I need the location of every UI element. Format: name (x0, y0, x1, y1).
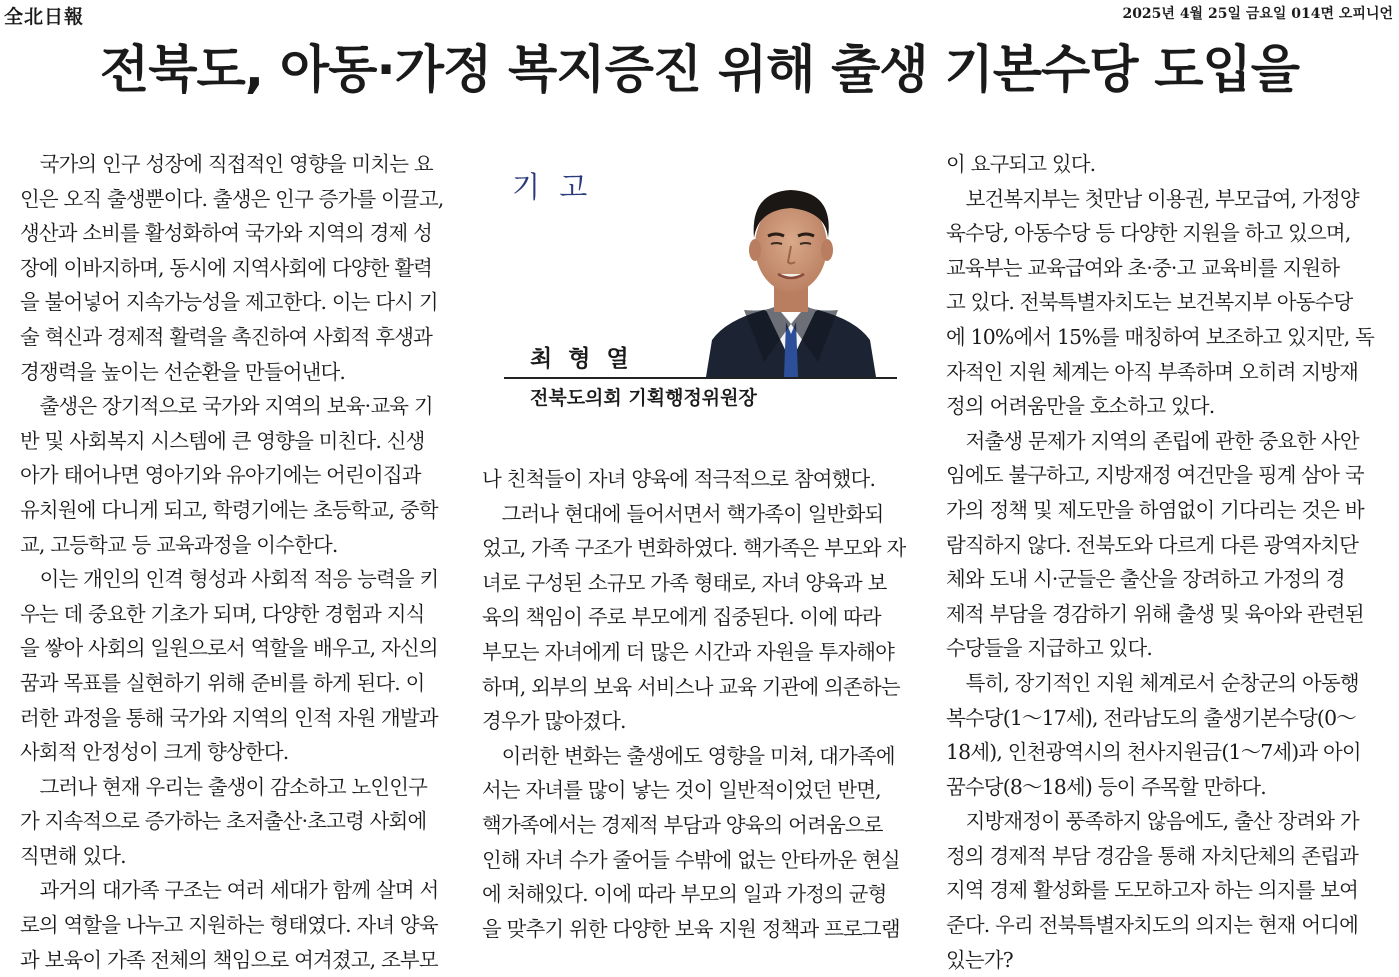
body-line: 저출생 문제가 지역의 존립에 관한 중요한 사안 (946, 428, 1359, 453)
body-line: 을 쌓아 사회의 일원으로서 역할을 배우고, 자신의 (20, 636, 438, 661)
body-line: 가의 정책 및 제도만을 하염없이 기다리는 것은 바 (946, 497, 1364, 522)
body-line: 지방재정이 풍족하지 않음에도, 출산 장려와 가 (946, 809, 1359, 834)
section-label: 기 고 (512, 170, 593, 204)
body-line: 람직하지 않다. 전북도와 다르게 다른 광역자치단 (946, 532, 1359, 557)
body-line: 에 처해있다. 이에 따라 부모의 일과 가정의 균형 (482, 882, 887, 907)
body-line: 인해 자녀 수가 줄어들 수밖에 없는 안타까운 현실 (482, 847, 900, 872)
body-line: 에 10%에서 15%를 매칭하여 보조하고 있지만, 독 (946, 324, 1374, 349)
body-line: 준다. 우리 전북특별자치도의 의지는 현재 어디에 (946, 913, 1359, 938)
body-line: 체와 도내 시·군들은 출산을 장려하고 가정의 경 (946, 567, 1345, 592)
body-line: 이는 개인의 인격 형성과 사회적 적응 능력을 키 (20, 567, 439, 592)
byline-divider (504, 377, 897, 379)
body-line: 우는 데 중요한 기초가 되며, 다양한 경험과 지식 (20, 601, 425, 626)
dateline: 2025년 4월 25일 금요일 014면 오피니언 (1122, 6, 1393, 22)
body-line: 경우가 많아졌다. (482, 709, 626, 734)
body-line: 을 맞추기 위한 다양한 보육 지원 정책과 프로그램 (482, 916, 900, 941)
body-line: 부모는 자녀에게 더 많은 시간과 자원을 투자해야 (482, 639, 895, 664)
body-line: 자적인 지원 체계는 아직 부족하며 오히려 지방재 (946, 359, 1359, 384)
headline: 전북도, 아동·가정 복지증진 위해 출생 기본수당 도입을 (99, 41, 1300, 100)
body-line: 경쟁력을 높이는 선순환을 만들어낸다. (20, 359, 346, 384)
body-line: 있는가? (946, 947, 1013, 972)
body-line: 반 및 사회복지 시스템에 큰 영향을 미친다. 신생 (20, 428, 425, 453)
body-line: 고 있다. 전북특별자치도는 보건복지부 아동수당 (946, 290, 1353, 315)
body-line: 꿈과 목표를 실현하기 위해 준비를 하게 된다. 이 (20, 670, 425, 695)
author-photo (706, 162, 876, 377)
body-line: 그러나 현재 우리는 출생이 감소하고 노인인구 (20, 774, 428, 799)
body-line: 그러나 현대에 들어서면서 핵가족이 일반화되 (482, 501, 884, 526)
body-line: 었고, 가족 구조가 변화하였다. 핵가족은 부모와 자 (482, 536, 906, 561)
newspaper-logo: 全北日報 (4, 6, 85, 28)
body-line: 사회적 안정성이 크게 향상한다. (20, 740, 289, 765)
body-line: 이 요구되고 있다. (946, 152, 1096, 176)
body-line: 핵가족에서는 경제적 부담과 양육의 어려움으로 (482, 812, 883, 837)
body-line: 육의 책임이 주로 부모에게 집중된다. 이에 따라 (482, 605, 881, 630)
body-line: 과거의 대가족 구조는 여러 세대가 함께 살며 서 (20, 878, 439, 903)
body-line: 교육부는 교육급여와 초·중·고 교육비를 지원하 (946, 255, 1340, 280)
body-line: 육수당, 아동수당 등 다양한 지원을 하고 있으며, (946, 221, 1351, 246)
body-line: 임에도 불구하고, 지방재정 여건만을 핑계 삼아 국 (946, 463, 1364, 488)
body-line: 국가의 인구 성장에 직접적인 영향을 미치는 요 (20, 152, 433, 176)
body-line: 18세), 인천광역시의 천사지원금(1～7세)과 아이 (946, 740, 1361, 765)
body-line: 술 혁신과 경제적 활력을 촉진하여 사회적 후생과 (20, 324, 433, 349)
body-line: 가 지속적으로 증가하는 초저출산·초고령 사회에 (20, 809, 427, 834)
author-name: 최 형 열 (530, 346, 633, 372)
body-line: 교, 고등학교 등 교육과정을 이수한다. (20, 532, 338, 557)
body-line: 제적 부담을 경감하기 위해 출생 및 육아와 관련된 (946, 601, 1364, 626)
body-column-3 (946, 147, 1386, 977)
body-column-2 (482, 462, 922, 946)
body-line: 지역 경제 활성화를 도모하고자 하는 의지를 보여 (946, 878, 1359, 903)
body-line: 정의 어려움만을 호소하고 있다. (946, 394, 1215, 419)
body-line: 을 불어넣어 지속가능성을 제고한다. 이는 다시 기 (20, 290, 438, 315)
body-line: 장에 이바지하며, 동시에 지역사회에 다양한 활력 (20, 255, 433, 280)
body-line: 꿈수당(8～18세) 등이 주목할 만하다. (946, 774, 1266, 799)
author-title: 전북도의회 기획행정위원장 (530, 387, 757, 409)
body-line: 녀로 구성된 소규모 가족 형태로, 자녀 양육과 보 (482, 570, 887, 595)
body-line: 수당들을 지급하고 있다. (946, 636, 1153, 661)
body-line: 인은 오직 출생뿐이다. 출생은 인구 증가를 이끌고, (20, 186, 444, 211)
body-line: 이러한 변화는 출생에도 영향을 미쳐, 대가족에 (482, 743, 895, 768)
body-line: 특히, 장기적인 지원 체계로서 순창군의 아동행 (946, 670, 1359, 695)
body-line: 보건복지부는 첫만남 이용권, 부모급여, 가정양 (946, 186, 1359, 211)
body-line: 러한 과정을 통해 국가와 지역의 인적 자원 개발과 (20, 705, 438, 730)
body-line: 서는 자녀를 많이 낳는 것이 일반적이었던 반면, (482, 778, 881, 803)
body-line: 하며, 외부의 보육 서비스나 교육 기관에 의존하는 (482, 674, 900, 699)
body-line: 정의 경제적 부담 경감을 통해 자치단체의 존립과 (946, 843, 1359, 868)
body-column-1 (20, 147, 460, 977)
body-line: 과 보육이 가족 전체의 책임으로 여겨졌고, 조부모 (20, 947, 438, 972)
body-line: 아가 태어나면 영아기와 유아기에는 어린이집과 (20, 463, 421, 488)
body-line: 복수당(1～17세), 전라남도의 출생기본수당(0～ (946, 705, 1356, 730)
body-line: 유치원에 다니게 되고, 학령기에는 초등학교, 중학 (20, 497, 438, 522)
body-line: 직면해 있다. (20, 843, 126, 868)
body-line: 로의 역할을 나누고 지원하는 형태였다. 자녀 양육 (20, 913, 438, 938)
body-line: 생산과 소비를 활성화하여 국가와 지역의 경제 성 (20, 221, 433, 246)
body-line: 출생은 장기적으로 국가와 지역의 보육·교육 기 (20, 394, 433, 419)
body-line: 나 친척들이 자녀 양육에 적극적으로 참여했다. (482, 467, 876, 491)
